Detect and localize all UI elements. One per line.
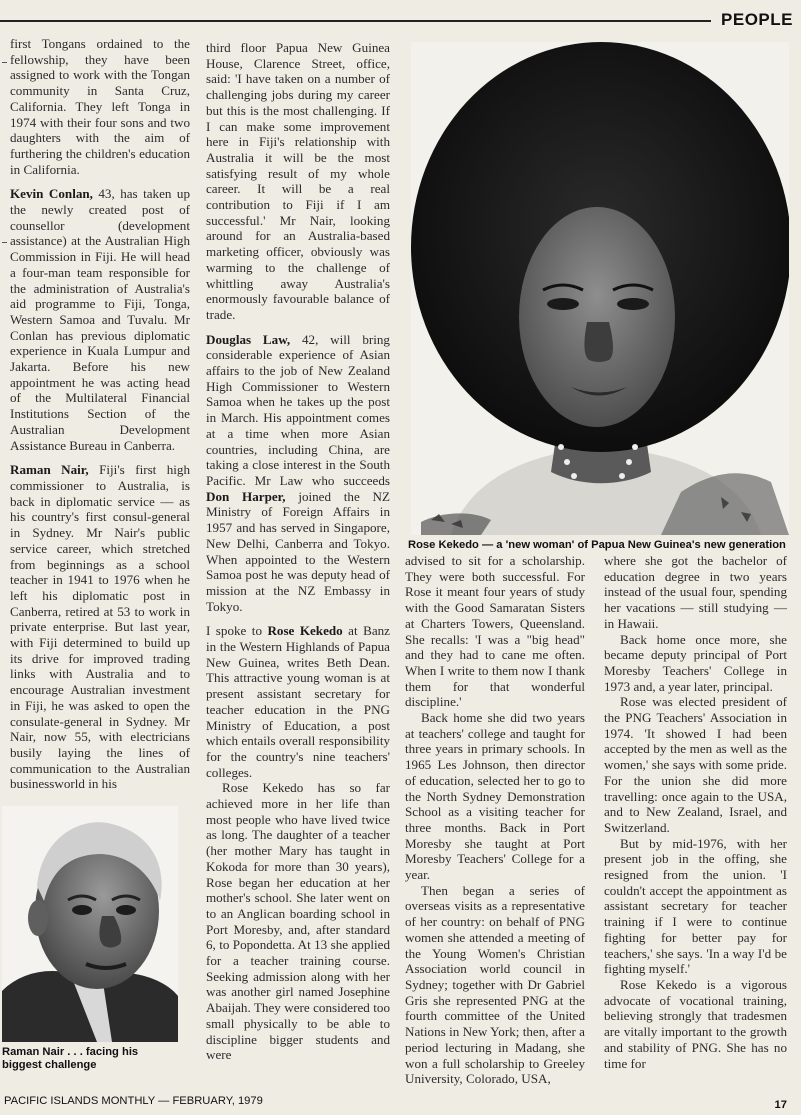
photo-caption-rose: Rose Kekedo — a 'new woman' of Papua New Guinea's new generation — [408, 539, 786, 551]
person-name: Douglas Law, — [206, 331, 291, 347]
paragraph: first Tongans ordained to the fellowship, they have been assigned to work with the Tongan community in Santa Cruz, California. They left Tonga in 1974 with their four sons and two daughters with the aim of furthering the children's education in California. — [10, 36, 190, 177]
paragraph — [10, 186, 190, 453]
paragraph — [206, 332, 390, 615]
portrait-illustration — [2, 806, 178, 1042]
article-column-2 — [206, 40, 390, 1063]
paragraph: third floor Papua New Guinea House, Clarence Street, office, said: 'I have taken on a number of challenging jobs during my career but this is the most challenging. If I can make some improvement here in Fiji's relationship with Australia it will be the most satisfying result of my whole career. It will be a real contribution to Fiji if I am successful.' Mr Nair, looking around for an Australia-based marketing officer, obviously was warming to the challenge of whittling away Australia's enormously favourable balance of trade. — [206, 40, 390, 322]
article-column-4 — [604, 553, 787, 1071]
paragraph: Rose Kekedo has so far achieved more in her life than most people who have lived twice as long. The daughter of a teacher (her mother Mary has taught in Kokoda for more than 30 years), Rose began her education at her mother's school. She later went on to an Anglican boarding school in Port Moresby, and, after standard 6, to Popondetta. At 13 she applied for a teacher training course. Seeking admission along with her was another girl named Josephine Abaijah. They were considered too small physically to be able to discipline bigger students and were — [206, 780, 390, 1063]
paragraph-text: at Banz in the Western Highlands of Papua New Guinea, writes Beth Dean. This attractive young woman is at present assistant secretary for teacher education in the PNG Ministry of Education, a post which entails overall responsibility for the country's nine teachers' colleges. — [206, 623, 390, 780]
person-name: Raman Nair, — [10, 462, 89, 478]
header-rule — [0, 20, 711, 22]
paragraph: where she got the bachelor of education degree in two years instead of the usual four, spending her vacations — still studying — in Hawaii. — [604, 553, 787, 631]
publication-footer: PACIFIC ISLANDS MONTHLY — FEBRUARY, 1979 — [4, 1095, 263, 1107]
section-label: PEOPLE — [721, 10, 793, 29]
paragraph: Rose was elected president of the PNG Teachers' Association in 1974. 'It showed I had been accepted by the men as well as the women,' she says with some pride. For the union she did more travelling: once again to the USA, and to New Zealand, Israel, and Switzerland. — [604, 694, 787, 835]
portrait-photo-raman-nair — [2, 806, 178, 1042]
paragraph: Back home once more, she became deputy principal of Port Moresby Teachers' College in 1973 and, a year later, principal. — [604, 631, 787, 694]
paragraph-text: joined the NZ Ministry of Foreign Affairs in 1957 and has served in Singapore, New Delhi, Canberra and Tokyo. When appointed to the Western Samoa post he was deputy head of mission at the NZ Embassy in Tokyo. — [206, 488, 391, 614]
person-name: Kevin Conlan, — [10, 186, 93, 202]
article-column-1 — [10, 36, 190, 801]
paragraph: Rose Kekedo is a vigorous advocate of vocational training, believing strongly that tradesmen are vitally important to the growth and stability of PNG. She has no time for — [604, 976, 787, 1071]
paragraph: Back home she did two years at teachers' college and taught for three years in primary schools. In 1965 Les Johnson, then director of education, selected her to go to the North Sydney Demonstration School as a visiting teacher for three months. Back in Port Moresby she taught at Port Moresby Teachers' College for a year. — [405, 710, 585, 883]
paragraph-text: I spoke to — [206, 623, 268, 639]
person-name: Rose Kekedo — [267, 623, 343, 639]
portrait-illustration — [411, 42, 789, 535]
person-name: Don Harper, — [206, 488, 286, 504]
paragraph: But by mid-1976, with her present job in the offing, she resigned from the union. 'I couldn't accept the appointment as assistant secretary for teacher training if I were to continue fighting for better pay for teachers,' she says. 'In a way I'd be fighting myself.' — [604, 835, 787, 977]
page-number: 17 — [774, 1099, 787, 1111]
paragraph: Then began a series of overseas visits as a representative of her country: on behalf of PNG women she attended a meeting of the Young Women's Christian Association world council in Sydney; together with Dr Gabriel Gris she represented PNG at the fourth committee of the United Nations in New York; then, after a period lecturing in Madang, she won a full scholarship to Greeley University, Colorado, USA, — [405, 882, 585, 1087]
margin-mark — [2, 62, 7, 63]
paragraph — [206, 623, 390, 780]
paragraph: advised to sit for a scholarship. They were both successful. For Rose it meant four years of study with the Good Samaratan Sisters at Charters Towers, Queensland. She recalls: 'I was a "big head" and they had to cane me often. When I write to them now I thank them for that wonderful discipline.' — [405, 553, 585, 710]
portrait-photo-rose-kekedo — [411, 42, 789, 535]
paragraph-text: 43, has taken up the newly created post of counsellor (development assistance) at the Australian High Commission in Fiji. He will head a four-man team responsible for the administration of Australia's aid programme to Fiji, Tonga, Western Samoa and Tuvalu. Mr Conlan has previous diplomatic experience in Kuala Lumpur and Jakarta. Before his new appointment he was acting head of the Multilateral Financial Institutions Section of the Australian Development Assistance Bureau in Canberra. — [10, 186, 190, 453]
margin-mark — [2, 242, 7, 243]
photo-caption-raman: Raman Nair . . . facing his biggest challenge — [2, 1046, 139, 1071]
article-column-3 — [405, 553, 585, 1087]
paragraph-text: 42, will bring considerable experience of Asian affairs to the job of New Zealand High Commissioner to Western Samoa when he takes up the post in March. His appointment comes at a time when more Asian countries, including China, are taking a close interest in the South Pacific. Mr Law who succeeds — [206, 331, 390, 488]
paragraph — [10, 462, 190, 792]
paragraph-text: Fiji's first high commissioner to Australia, is back in diplomatic service — as his country's first consul-general in Sydney. Mr Nair's public service career, which stretched from beginnings as a school teacher in 1941 to 1976 when he left his diplomatic post in Canberra, retired at 53 to work in private enterprise. But last year, with Fiji determined to build up its drive for improved trading links with Australia and to encourage Australian investment in Fiji, he was asked to open the consulate-general in Sydney. Mr Nair, now 55, with electricians busily laying the lines of communication to the Australian businessworld in his — [10, 462, 191, 792]
